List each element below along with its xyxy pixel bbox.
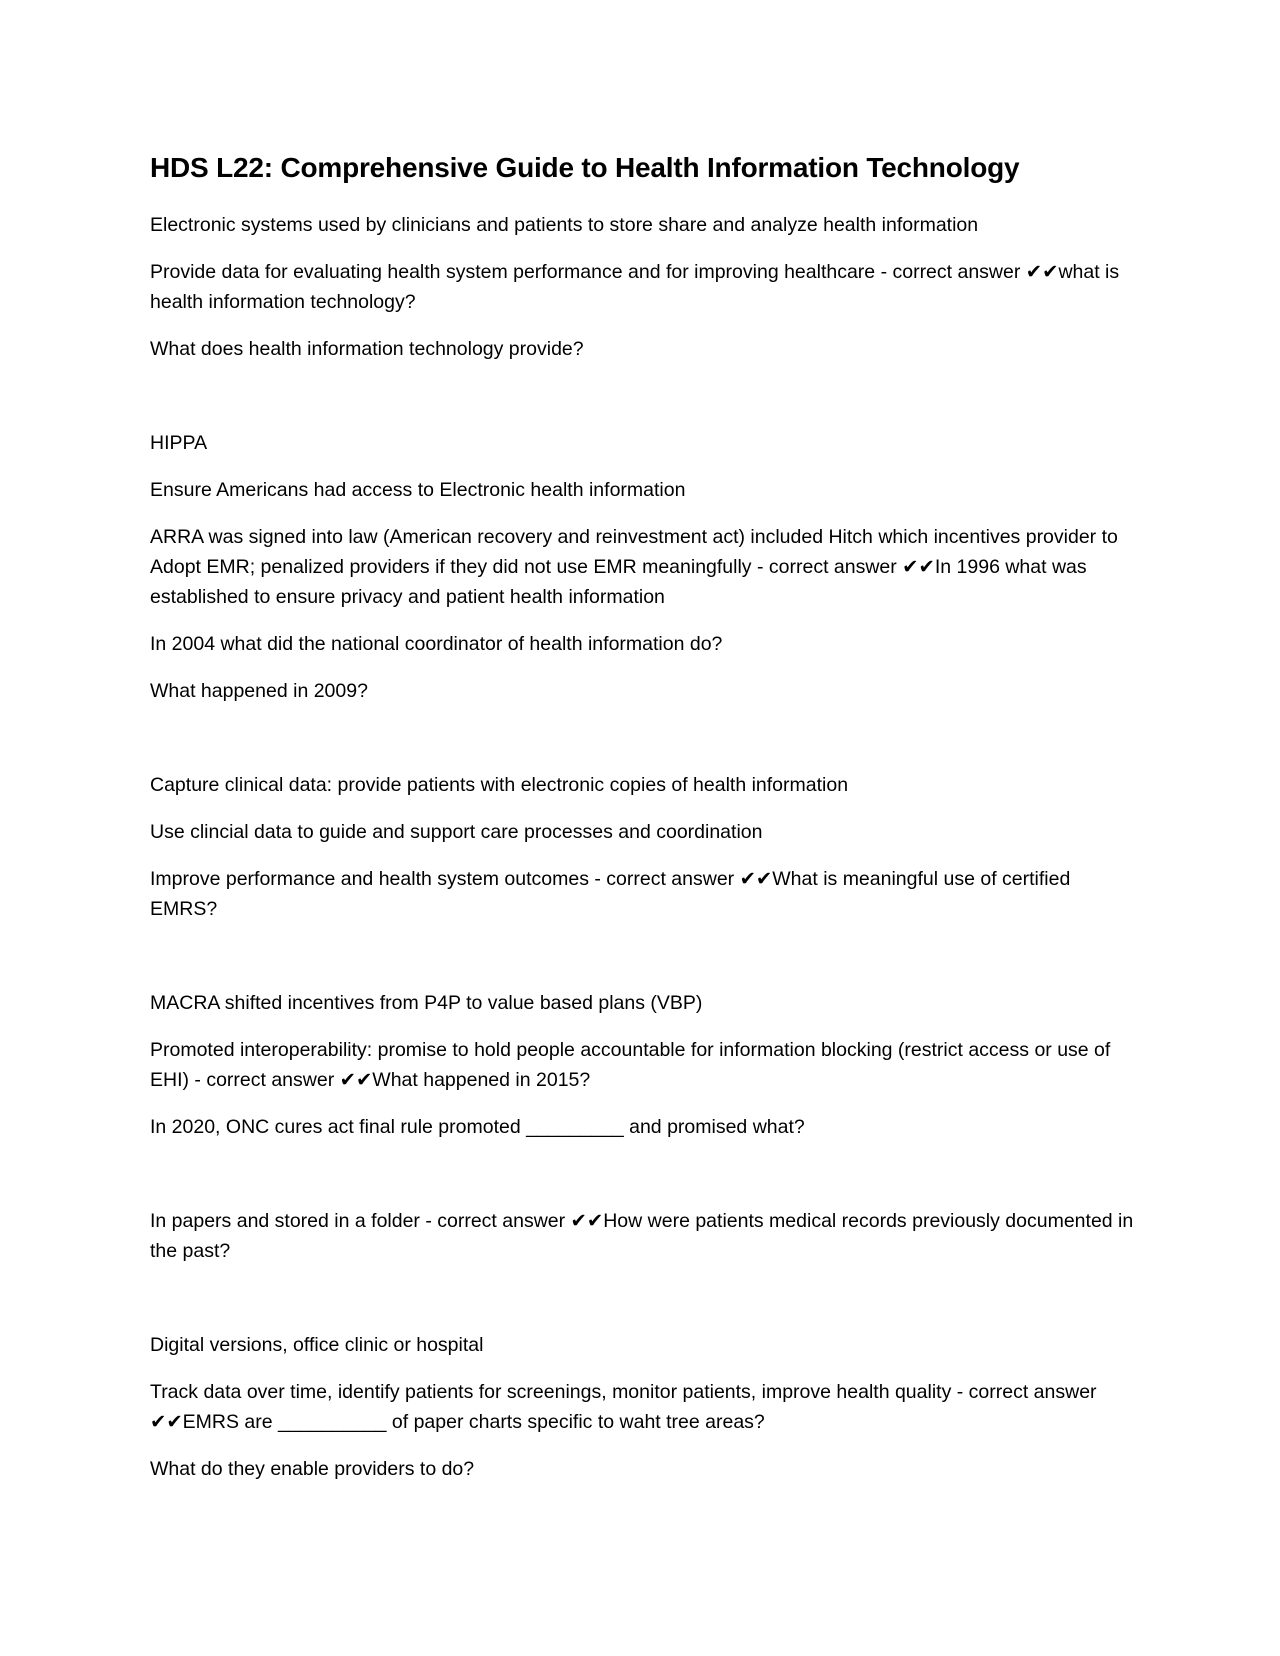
paragraph: MACRA shifted incentives from P4P to value based plans (VBP) <box>150 992 703 1014</box>
document-title: HDS L22: Comprehensive Guide to Health Information Technology <box>150 152 1020 183</box>
paragraph: Ensure Americans had access to Electronic health information <box>150 479 686 501</box>
spacer <box>150 1159 1135 1206</box>
paragraph: In papers and stored in a folder - correct answer ✔✔How were patients medical records previously documented in the past? <box>150 1210 1134 1262</box>
paragraph: ARRA was signed into law (American recovery and reinvestment act) included Hitch which incentives provider to Adopt EMR; penalized providers if they did not use EMR meaningfully - correct answer ✔✔In 1996 what was established to ensure privacy and patient health information <box>150 526 1118 608</box>
spacer <box>150 1283 1135 1330</box>
paragraph: What does health information technology provide? <box>150 338 584 360</box>
paragraph: What do they enable providers to do? <box>150 1458 475 1480</box>
spacer <box>150 723 1135 770</box>
paragraph: What happened in 2009? <box>150 680 368 702</box>
spacer <box>150 941 1135 988</box>
paragraph: HIPPA <box>150 432 208 454</box>
paragraph: Provide data for evaluating health system performance and for improving healthcare - correct answer ✔✔what is health information technology? <box>150 261 1120 313</box>
paragraph: Improve performance and health system outcomes - correct answer ✔✔What is meaningful use of certified EMRS? <box>150 868 1071 920</box>
paragraph: In 2020, ONC cures act final rule promoted _________ and promised what? <box>150 1116 805 1138</box>
paragraph: Track data over time, identify patients for screenings, monitor patients, improve health quality - correct answer ✔✔EMRS are __________ of paper charts specific to waht tree areas? <box>150 1381 1097 1433</box>
paragraph: Use clincial data to guide and support care processes and coordination <box>150 821 763 843</box>
paragraph: Capture clinical data: provide patients with electronic copies of health information <box>150 774 849 796</box>
document-page <box>150 150 1135 1501</box>
paragraph: Promoted interoperability: promise to hold people accountable for information blocking (restrict access or use of EHI) - correct answer ✔✔What happened in 2015? <box>150 1039 1111 1091</box>
paragraph: In 2004 what did the national coordinator of health information do? <box>150 633 723 655</box>
spacer <box>150 381 1135 428</box>
paragraph: Electronic systems used by clinicians and patients to store share and analyze health information <box>150 214 979 236</box>
paragraph: Digital versions, office clinic or hospital <box>150 1334 484 1356</box>
